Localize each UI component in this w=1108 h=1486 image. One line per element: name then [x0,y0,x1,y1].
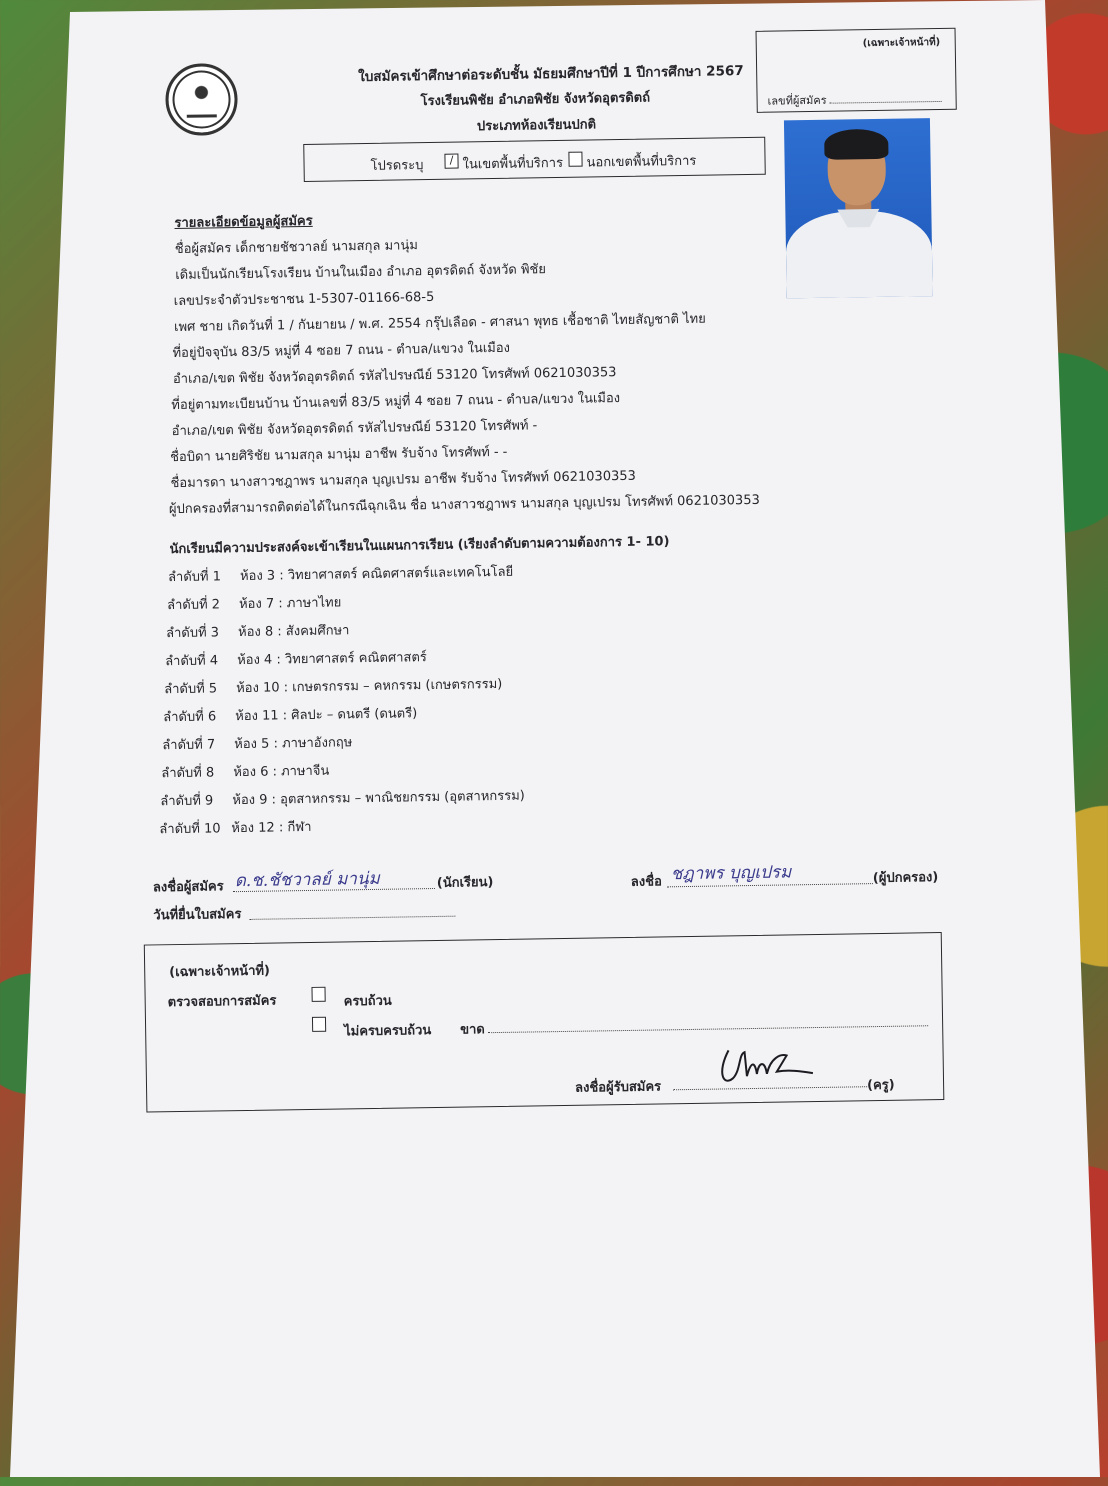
service-area-box [303,137,766,182]
detail-line-id: เลขประจำตัวประชาชน 1-5307-01166-68-5 [173,289,435,310]
plan-rank: ลำดับที่ 4 [165,653,219,670]
detail-line-house-district: อำเภอ/เขต พิชัย จังหวัดอุตรดิตถ์ รหัสไปรษณีย์ 53120 โทรศัพท์ - [171,418,538,440]
detail-line-name: ชื่อผู้สมัคร เด็กชายชัชวาลย์ นามสกุล มานุ่ม [174,238,418,257]
detail-line-guardian: ผู้ปกครองที่สามารถติดต่อได้ในกรณีฉุกเฉิน ชื่อ นางสาวชฎาพร นามสกุล บุญเปรม โทรศัพท์ 0621030353 [168,492,760,518]
incomplete-checkbox[interactable] [312,1017,326,1032]
detail-line-personal: เพศ ชาย เกิดวันที่ 1 / กันยายน / พ.ศ. 2554 กรุ๊ปเลือด - ศาสนา พุทธ เชื้อชาติ ไทยสัญชาติ ไทย [173,311,706,336]
in-area-checkbox[interactable]: / [444,154,458,169]
school-logo [165,63,238,136]
guardian-role: (ผู้ปกครอง) [872,870,939,887]
guardian-signature: ชฎาพร บุญเปรม [670,862,792,885]
out-area-label: นอกเขตพื้นที่บริการ [586,153,697,171]
applicant-signature: ด.ช.ชัชวาลย์ มานุ่ม [234,868,380,892]
detail-line-mother: ชื่อมารดา นางสาวชฎาพร นามสกุล บุญเปรม อาชีพ รับจ้าง โทรศัพท์ 0621030353 [170,468,636,492]
detail-line-address: ที่อยู่ปัจจุบัน 83/5 หมู่ที่ 4 ซอย 7 ถนน - ตำบล/แขวง ในเมือง [172,340,511,362]
plan-rank: ลำดับที่ 7 [162,737,216,754]
plan-room: ห้อง 8 : สังคมศึกษา [237,623,350,641]
out-area-checkbox[interactable] [568,152,582,167]
plan-room: ห้อง 5 : ภาษาอังกฤษ [234,735,353,753]
in-area-label: ในเขตพื้นที่บริการ [462,155,564,173]
receiver-role: (ครู) [866,1077,895,1094]
receiver-signature [714,1041,825,1089]
form-title: ใบสมัครเข้าศึกษาต่อระดับชั้น มัธยมศึกษาปีที่ 1 ปีการศึกษา 2567 [358,63,744,86]
check-label: ตรวจสอบการสมัคร [167,993,277,1011]
office-title: (เฉพาะเจ้าหน้าที่) [169,963,271,981]
complete-checkbox[interactable] [311,987,325,1002]
school-name: โรงเรียนพิชัย อำเภอพิชัย จังหวัดอุตรดิตถ์ [420,90,651,110]
plan-heading: นักเรียนมีความประสงค์จะเข้าเรียนในแผนการเรียน (เรียงลำดับตามความต้องการ 1- 10) [169,534,670,558]
applicant-role: (นักเรียน) [436,875,494,891]
plan-rank: ลำดับที่ 3 [165,625,220,642]
plan-room: ห้อง 6 : ภาษาจีน [233,763,330,781]
plan-rank: ลำดับที่ 5 [164,681,218,698]
plan-room: ห้อง 12 : กีฬา [231,819,312,837]
applicant-photo [784,118,933,298]
receiver-sign-label: ลงชื่อผู้รับสมัคร [574,1079,662,1096]
missing-label: ขาด [460,1022,485,1038]
detail-line-prev-school: เดิมเป็นนักเรียนโรงเรียน บ้านในเมือง อำเภอ อุตรดิตถ์ จังหวัด พิชัย [175,262,547,283]
detail-line-father: ชื่อบิดา นายศิริชัย นามสกุล มานุ่ม อาชีพ รับจ้าง โทรศัพท์ - - [170,444,508,466]
plan-rank: ลำดับที่ 6 [163,709,217,726]
plan-rank: ลำดับที่ 8 [161,765,215,782]
staff-only-label: (เฉพาะเจ้าหน้าที่) [862,36,941,50]
plan-rank: ลำดับที่ 2 [166,597,221,614]
applicant-no-label: เลขที่ผู้สมัคร [767,93,827,108]
office-section [144,932,945,1113]
plan-rank: ลำดับที่ 1 [167,569,222,586]
guardian-sign-label: ลงชื่อ [630,874,662,890]
plan-room: ห้อง 9 : อุตสาหกรรม – พาณิชยกรรม (อุตสาหกรรม) [232,788,525,809]
plan-rank: ลำดับที่ 10 [159,821,221,838]
room-type: ประเภทห้องเรียนปกติ [476,117,597,135]
specify-label: โปรดระบุ [370,158,424,174]
detail-line-district: อำเภอ/เขต พิชัย จังหวัดอุตรดิตถ์ รหัสไปรษณีย์ 53120 โทรศัพท์ 0621030353 [172,365,617,388]
complete-label: ครบถ้วน [343,993,392,1010]
applicant-sign-label: ลงชื่อผู้สมัคร [152,879,224,896]
staff-number-box [756,28,957,113]
detail-line-house-reg: ที่อยู่ตามทะเบียนบ้าน บ้านเลขที่ 83/5 หมู่ที่ 4 ซอย 7 ถนน - ตำบล/แขวง ในเมือง [171,391,621,414]
plan-room: ห้อง 3 : วิทยาศาสตร์ คณิตศาสตร์และเทคโนโลยี [239,564,514,585]
plan-room: ห้อง 10 : เกษตรกรรม – คหกรรม (เกษตรกรรม) [236,676,503,697]
details-heading: รายละเอียดข้อมูลผู้สมัคร [174,213,313,231]
plan-rank: ลำดับที่ 9 [160,793,214,810]
incomplete-label: ไม่ครบครบถ้วน [344,1023,432,1040]
submit-date-label: วันที่ยื่นใบสมัคร [153,907,242,924]
plan-room: ห้อง 11 : ศิลปะ – ดนตรี (ดนตรี) [235,706,418,725]
plan-room: ห้อง 4 : วิทยาศาสตร์ คณิตศาสตร์ [237,650,427,669]
plan-room: ห้อง 7 : ภาษาไทย [238,595,342,613]
